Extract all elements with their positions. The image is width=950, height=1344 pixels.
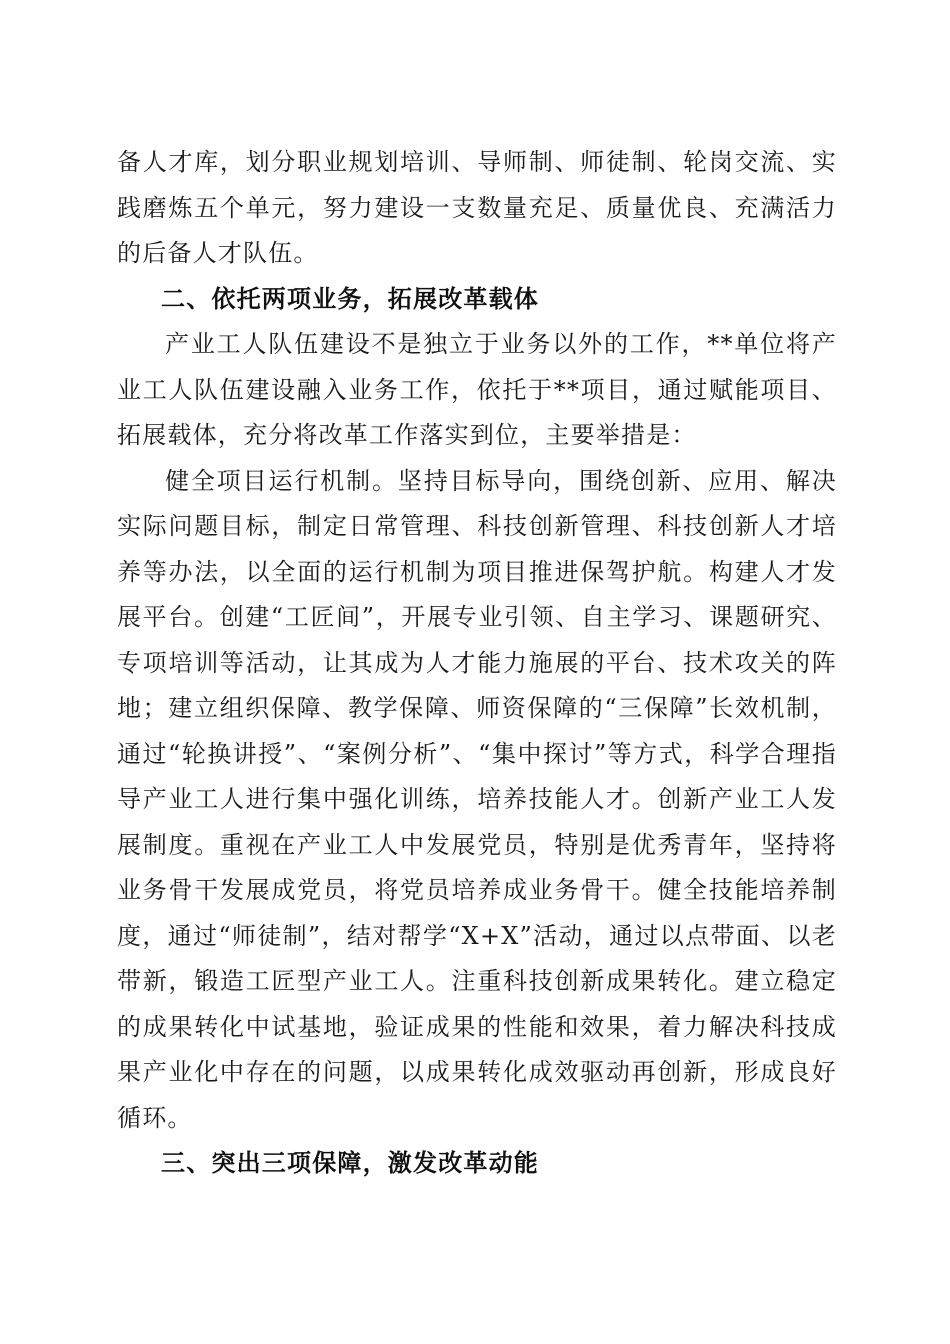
document-body (117, 140, 837, 1187)
paragraph-workforce-integration: 产业工人队伍建设不是独立于业务以外的工作，**单位将产业工人队伍建设融入业务工作，依托于**项目，通过赋能项目、拓展载体，充分将改革工作落实到位，主要举措是： (117, 330, 837, 449)
section-heading-two: 二、依托两项业务，拓展改革载体 (161, 284, 539, 313)
paragraph-talent-pool: 备人才库，划分职业规划培训、导师制、师徒制、轮岗交流、实践磨炼五个单元，努力建设一支数量充足、质量优良、充满活力的后备人才队伍。 (117, 148, 837, 267)
section-heading-three: 三、突出三项保障，激发改革动能 (161, 1149, 539, 1177)
paragraph-project-mechanism: 健全项目运行机制。坚持目标导向，围绕创新、应用、解决实际问题目标，制定日常管理、科技创新管理、科技创新人才培养等办法，以全面的运行机制为项目推进保驾护航。构建人才发展平台。创建“工匠间”，开展专业引领、自主学习、课题研究、专项培训等活动，让其成为人才能力施展的平台、技术攻关的阵地；建立组织保障、教学保障、师资保障的“三保障”长效机制，通过“轮换讲授”、“案例分析”、“集中探讨”等方式，科学合理指导产业工人进行集中强化训练，培养技能人才。创新产业工人发展制度。重视在产业工人中发展党员，特别是优秀青年，坚持将业务骨干发展成党员，将党员培养成业务骨干。健全技能培养制度，通过“师徒制”，结对帮学“X+X”活动，通过以点带面、以老带新，锻造工匠型产业工人。注重科技创新成果转化。建立稳定的成果转化中试基地，验证成果的性能和效果，着力解决科技成果产业化中存在的问题，以成果转化成效驱动再创新，形成良好循环。 (117, 466, 837, 1132)
